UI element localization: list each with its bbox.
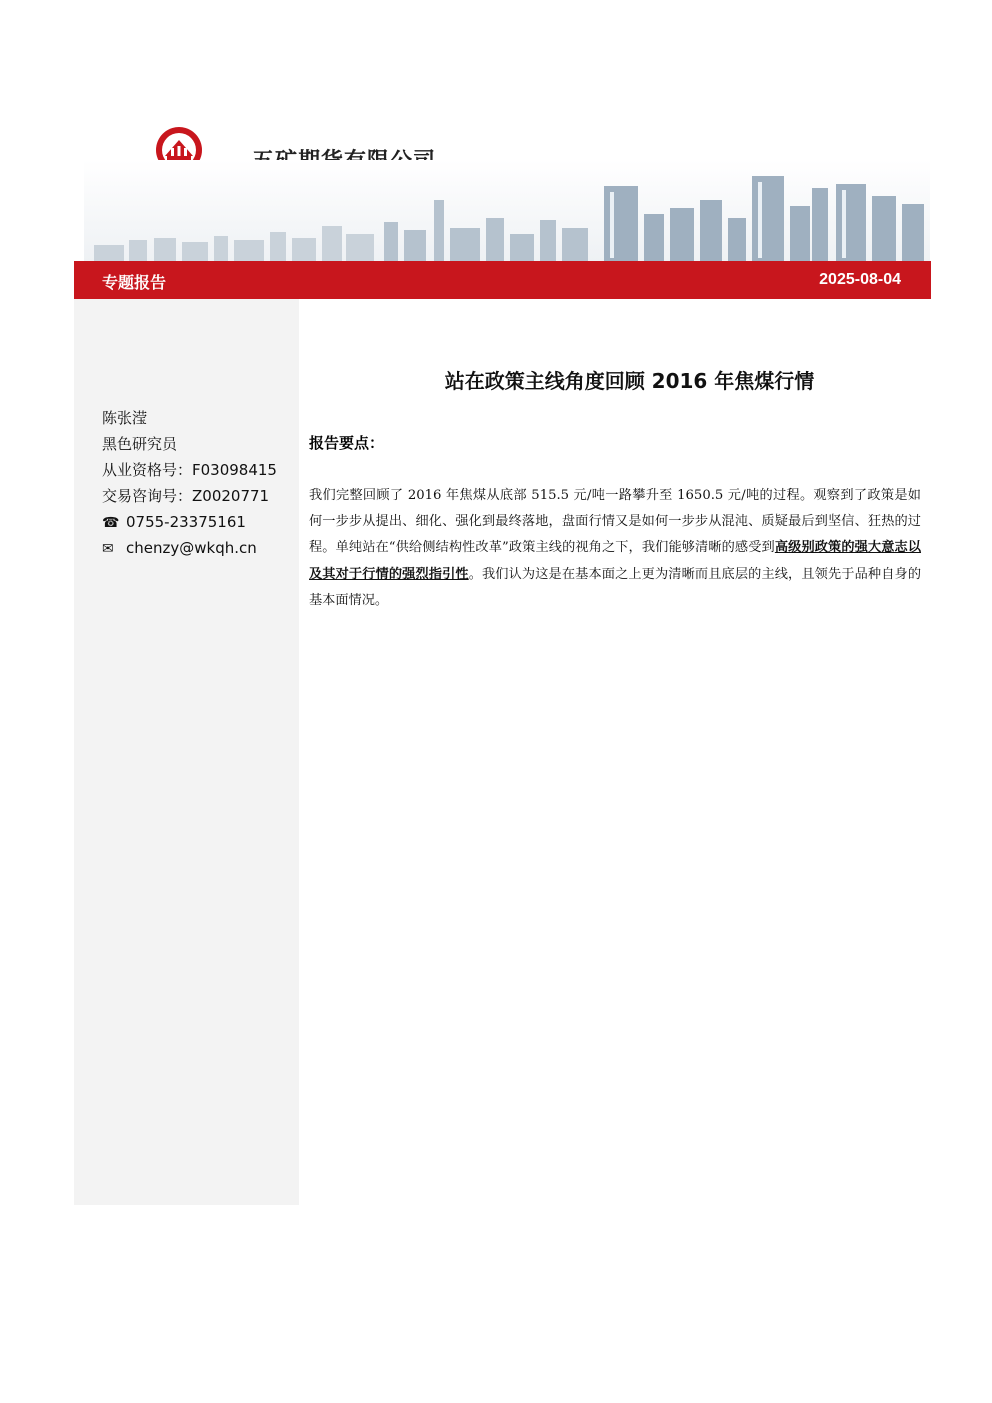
summary-text-part2: 。我们认为这是在基本面之上更为清晰而且底层的主线，且领先于品种自身的基本面情况。 — [309, 566, 922, 608]
analyst-phone: 0755-23375161 — [126, 513, 246, 531]
analyst-name: 陈张滢 — [102, 409, 148, 427]
summary-text-part1: 我们完整回顾了 2016 年焦煤从底部 515.5 元/吨一路攀升至 1650.5 元/吨的过程。观察到了政策是如何一步步从提出、细化、强化到最终落地，盘面行情又是如何一步步从混沌、质疑最后到坚信、狂热的过程。单纯站在“供给侧结构性改革”政策主线的视角之下，我们能够清晰的感受到 — [309, 488, 921, 556]
analyst-sidebar — [74, 299, 299, 1205]
analyst-email-row[interactable] — [102, 535, 277, 561]
summary-emphasis: 高级别政策的强大意志以及其对于行情的强烈指引性 — [309, 540, 922, 582]
report-title: 站在政策主线角度回顾 2016 年焦煤行情 — [444, 369, 815, 393]
envelope-icon: ✉ — [102, 541, 114, 557]
city-skyline-image — [84, 160, 930, 262]
analyst-info — [102, 405, 277, 561]
phone-icon: ☎ — [102, 515, 120, 531]
key-points-paragraph — [309, 483, 921, 614]
analyst-qualification: 从业资格号：F03098415 — [102, 461, 277, 479]
analyst-consulting-number: 交易咨询号：Z0020771 — [102, 487, 270, 505]
report-banner — [74, 261, 931, 299]
analyst-email[interactable]: chenzy@wkqh.cn — [126, 539, 257, 557]
analyst-phone-row — [102, 509, 277, 535]
report-date: 2025-08-04 — [819, 271, 901, 288]
key-points-heading: 报告要点： — [309, 434, 385, 452]
report-type-label: 专题报告 — [102, 273, 167, 292]
analyst-role: 黑色研究员 — [102, 435, 178, 453]
